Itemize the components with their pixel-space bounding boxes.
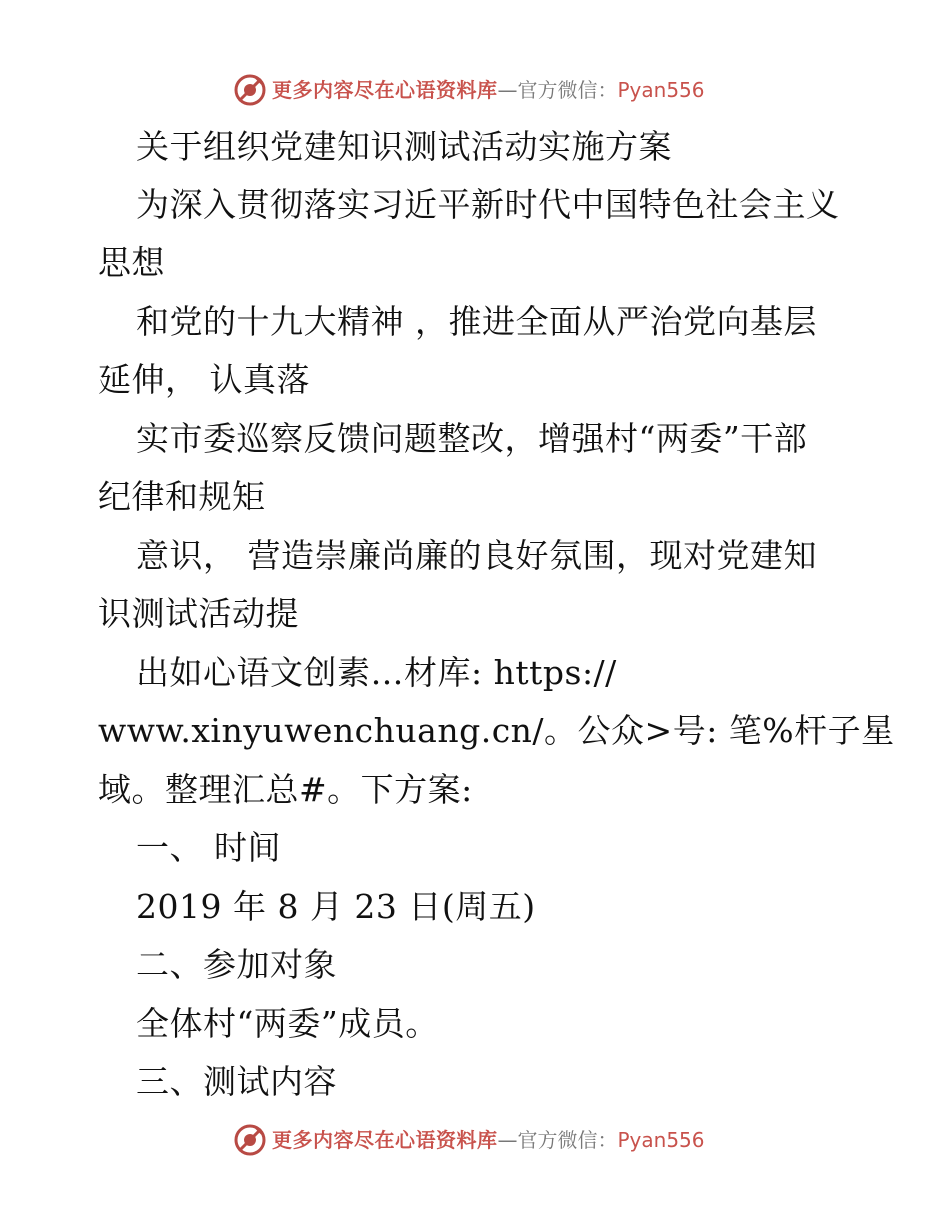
doc-line: 为深入贯彻落实习近平新时代中国特色社会主义 bbox=[136, 185, 840, 224]
doc-line: 纪律和规矩 bbox=[98, 477, 266, 516]
doc-line: 意识， 营造崇廉尚廉的良好氛围，现对党建知 bbox=[136, 536, 817, 575]
section-heading: 二、参加对象 bbox=[136, 945, 337, 984]
banner-label: 官方微信： bbox=[517, 1128, 618, 1152]
banner-wechat-id: Pyan556 bbox=[617, 78, 705, 102]
logo-icon bbox=[232, 1122, 268, 1158]
section-heading: 一、 时间 bbox=[136, 828, 281, 867]
doc-line: 延伸， 认真落 bbox=[98, 360, 310, 399]
banner-wechat-id: Pyan556 bbox=[617, 1128, 705, 1152]
logo-icon bbox=[232, 72, 268, 108]
banner-text bbox=[272, 1127, 705, 1153]
banner-text bbox=[272, 77, 705, 103]
header-banner bbox=[0, 70, 950, 110]
doc-line: 全体村“两委”成员。 bbox=[136, 1004, 439, 1043]
banner-separator: — bbox=[497, 78, 518, 102]
banner-label: 官方微信： bbox=[517, 78, 618, 102]
doc-line: 2019 年 8 月 23 日(周五) bbox=[136, 887, 536, 926]
doc-line: www.xinyuwenchuang.cn/。公众>号: 笔%杆子星 bbox=[98, 711, 895, 750]
doc-line: 思想 bbox=[98, 243, 165, 282]
footer-banner bbox=[0, 1120, 950, 1160]
banner-separator: — bbox=[497, 1128, 518, 1152]
banner-highlight: 更多内容尽在心语资料库 bbox=[272, 78, 498, 102]
doc-line: 域。整理汇总#。下方案: bbox=[98, 770, 473, 809]
doc-line: 识测试活动提 bbox=[98, 594, 299, 633]
banner-highlight: 更多内容尽在心语资料库 bbox=[272, 1128, 498, 1152]
doc-line: 和党的十九大精神 ，推进全面从严治党向基层 bbox=[136, 302, 817, 341]
section-heading: 三、测试内容 bbox=[136, 1062, 337, 1101]
doc-title: 关于组织党建知识测试活动实施方案 bbox=[136, 127, 672, 166]
doc-line: 出如心语文创素…材库: https:// bbox=[136, 653, 617, 692]
doc-line: 实市委巡察反馈问题整改，增强村“两委”干部 bbox=[136, 419, 808, 458]
